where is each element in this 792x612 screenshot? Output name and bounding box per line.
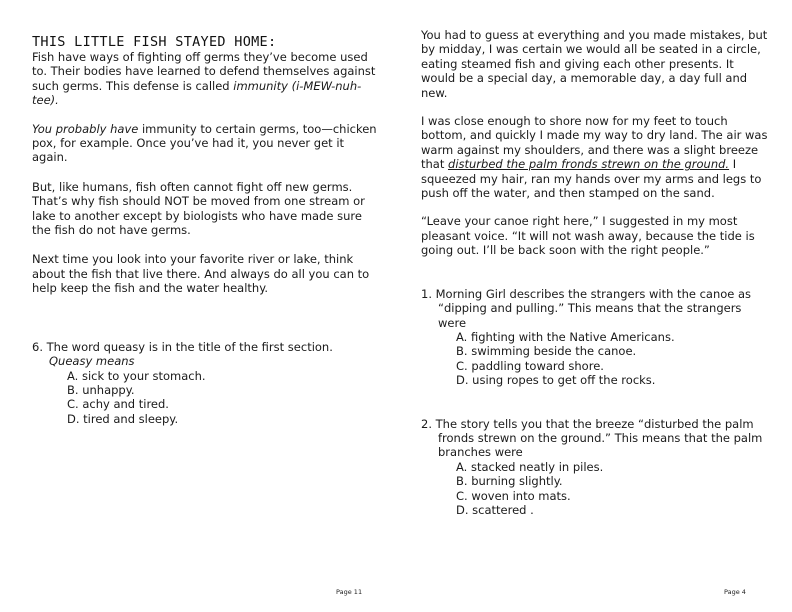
question-subprompt: Queasy means <box>49 354 135 369</box>
answer-option-c[interactable]: C. achy and tired. <box>67 397 169 412</box>
left-column <box>32 34 377 426</box>
paragraph-text: immunity to certain germs, too—chicken pox, for example. Once you’ve had it, you never get it again. <box>32 121 377 165</box>
paragraph-guessing: You had to guess at everything and you made mistakes, but by midday, I was certain we would all be seated in a circle, eating steamed fish and giving each other presents. It would be a special day, a memorable day, a day full and new. <box>421 28 768 100</box>
paragraph-germs: But, like humans, fish often cannot fight off new germs. That’s why fish should NOT be moved from one stream or lake to another except by biologists who have made sure the fish do not have germs. <box>32 179 365 238</box>
page-number-right: Page 4 <box>724 588 746 596</box>
answer-option-a[interactable]: A. stacked neatly in piles. <box>456 459 604 474</box>
answer-option-c[interactable]: C. woven into mats. <box>456 488 571 503</box>
answer-option-b[interactable]: B. unhappy. <box>67 382 135 397</box>
paragraph-healthy-water: Next time you look into your favorite river or lake, think about the fish that live there. And always do all you can to help keep the fish and the water healthy. <box>32 252 370 296</box>
answer-option-a[interactable]: A. sick to your stomach. <box>67 368 206 383</box>
paragraph-shore <box>421 114 771 200</box>
answer-option-c[interactable]: C. paddling toward shore. <box>456 358 604 373</box>
answer-option-b[interactable]: B. swimming beside the canoe. <box>456 344 637 359</box>
paragraph-text: I squeezed my hair, ran my hands over my arms and legs to push off the water, and then stamped on the sand. <box>421 157 762 201</box>
answer-option-d[interactable]: D. scattered . <box>456 502 534 517</box>
answer-option-d[interactable]: D. using ropes to get off the rocks. <box>456 373 656 388</box>
immunity-term: immunity (i-MEW-nuh-tee). <box>32 78 362 108</box>
paragraph-immunity-definition <box>32 50 377 108</box>
question-6 <box>32 340 377 426</box>
paragraph-text: I was close enough to shore now for my feet to touch bottom, and quickly I made my way to dry land. The air was warm against my shoulders, and there was a slight breeze that <box>421 114 768 172</box>
question-stem: 6. The word queasy is in the title of the first section. <box>32 339 333 354</box>
section-heading: THIS LITTLE FISH STAYED HOME: <box>32 34 277 50</box>
paragraph-text: Fish have ways of fighting off germs they’ve become used to. Their bodies have learned to defend themselves against such germs. This defense is called <box>32 50 376 93</box>
page-number-left: Page 11 <box>336 588 363 596</box>
answer-option-a[interactable]: A. fighting with the Native Americans. <box>456 329 675 344</box>
question-stem: 1. Morning Girl describes the strangers with the canoe as “dipping and pulling.” This means that the strangers were <box>421 286 752 330</box>
answer-option-d[interactable]: D. tired and sleepy. <box>67 411 179 426</box>
underlined-phrase: disturbed the palm fronds strewn on the ground. <box>448 157 730 172</box>
right-column <box>421 28 771 517</box>
paragraph-chicken-pox <box>32 122 377 165</box>
question-1 <box>421 287 771 388</box>
paragraph-canoe: “Leave your canoe right here,” I suggested in my most pleasant voice. “It will not wash away, because the tide is going out. I’ll be back soon with the right people.” <box>421 214 755 258</box>
answer-option-b[interactable]: B. burning slightly. <box>456 474 563 489</box>
question-2 <box>421 417 771 518</box>
question-stem: 2. The story tells you that the breeze “disturbed the palm fronds strewn on the ground.” This means that the palm branches were <box>421 416 763 460</box>
paragraph-italic-lead: You probably have <box>32 121 139 136</box>
